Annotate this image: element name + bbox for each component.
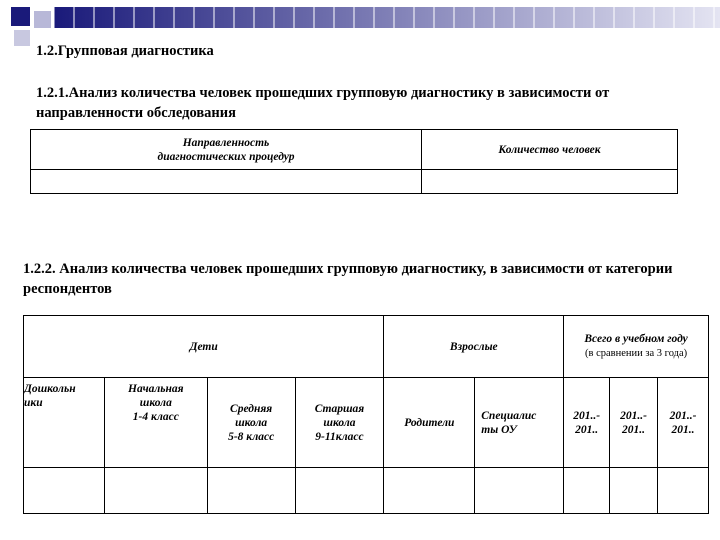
header-middle-line3: 5-8 класс — [228, 430, 275, 443]
header-year-3-line2: 201.. — [671, 423, 695, 436]
header-middle-line1: Средняя — [230, 402, 273, 415]
table-cell — [422, 170, 678, 194]
header-year-1-line2: 201.. — [575, 423, 599, 436]
header-count: Количество человек — [422, 130, 678, 170]
header-specialists — [475, 378, 564, 468]
header-direction-line2: диагностических процедур — [157, 150, 295, 163]
table-cell — [475, 468, 564, 514]
header-year-1 — [564, 378, 610, 468]
section-heading: 1.2.Групповая диагностика — [36, 43, 214, 59]
table-cell — [564, 468, 610, 514]
header-middle-line2: школа — [235, 416, 268, 429]
header-year-2 — [610, 378, 658, 468]
header-primary-line1: Начальная — [128, 383, 184, 395]
header-senior-line1: Старшая — [314, 402, 365, 415]
table-cell — [610, 468, 658, 514]
header-specialists-line2: ты ОУ — [481, 423, 517, 436]
header-parents: Родители — [384, 378, 475, 468]
header-preschool-line1: Дошкольн — [24, 383, 76, 395]
header-specialists-line1: Специалис — [481, 409, 537, 422]
header-primary — [104, 378, 207, 468]
table-cell — [31, 170, 422, 194]
header-children: Дети — [24, 316, 384, 378]
header-total — [564, 316, 709, 378]
header-year-3-line1: 201..- — [669, 409, 697, 422]
header-year-2-line2: 201.. — [622, 423, 646, 436]
table-cell — [207, 468, 295, 514]
header-direction-line1: Направленность — [182, 136, 270, 149]
header-primary-line2: школа — [139, 397, 172, 409]
header-total-note: (в сравнении за 3 года) — [584, 348, 688, 359]
header-senior-line3: 9-11класс — [315, 430, 364, 443]
header-preschool — [24, 378, 105, 468]
header-middle — [207, 378, 295, 468]
header-direction — [31, 130, 422, 170]
header-preschool-line2: ики — [24, 397, 43, 409]
header-total-label: Всего в учебном году — [584, 333, 688, 345]
table-cell — [384, 468, 475, 514]
header-primary-line3: 1-4 класс — [132, 411, 179, 423]
table-cell — [24, 468, 105, 514]
direction-table — [30, 129, 678, 194]
header-year-3 — [658, 378, 709, 468]
subsection-heading-2: 1.2.2. Анализ количества человек прошедших групповую диагностику, в зависимости от категории респондентов — [23, 261, 673, 297]
table-cell — [295, 468, 384, 514]
respondents-table — [23, 315, 709, 514]
header-senior — [295, 378, 384, 468]
header-year-1-line1: 201..- — [573, 409, 601, 422]
header-year-2-line1: 201..- — [620, 409, 647, 422]
header-senior-line2: школа — [323, 416, 356, 429]
table-cell — [658, 468, 709, 514]
subsection-heading-1: 1.2.1.Анализ количества человек прошедших групповую диагностику в зависимости от направленности обследования — [36, 85, 610, 121]
header-adults: Взрослые — [384, 316, 564, 378]
table-cell — [104, 468, 207, 514]
